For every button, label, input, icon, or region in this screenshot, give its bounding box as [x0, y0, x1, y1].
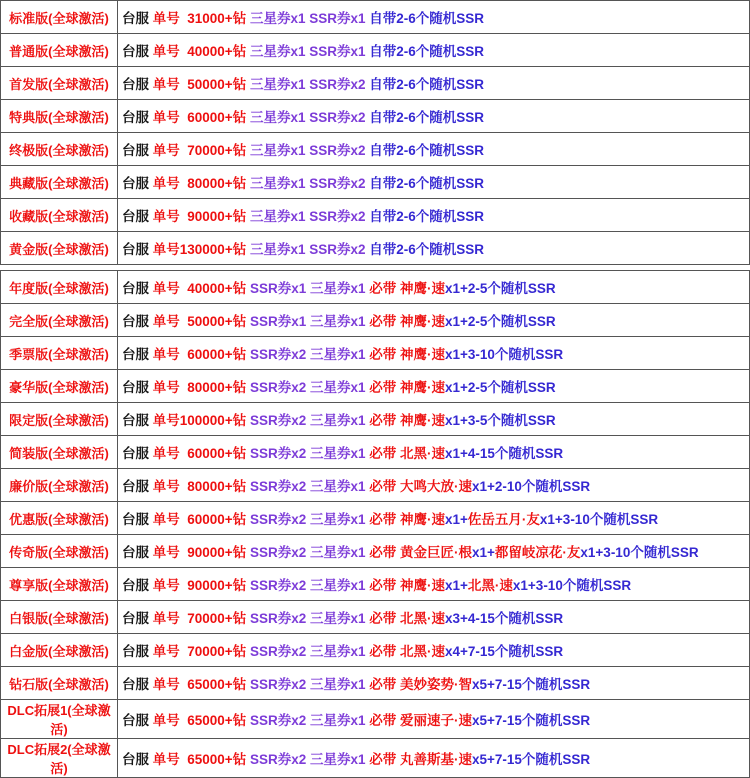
text-segment: 必带 美妙姿势·智 — [369, 677, 472, 692]
text-segment: 三星券x1 SSR券x2 — [249, 110, 370, 125]
text-segment: 台服 — [122, 242, 153, 257]
text-segment: 北黑·速 — [467, 578, 513, 593]
text-segment: 台服 — [122, 479, 153, 494]
edition-label: 白银版(全球激活) — [1, 601, 118, 634]
text-segment: x1+3-5个随机SSR — [445, 413, 556, 428]
text-segment: 台服 — [122, 578, 153, 593]
edition-label: 豪华版(全球激活) — [1, 370, 118, 403]
row-description — [118, 667, 750, 700]
text-segment: 三星券x1 SSR券x2 — [249, 77, 370, 92]
text-segment: 单号 70000+钻 — [152, 611, 250, 626]
text-segment: 自带2-6个随机SSR — [369, 209, 485, 224]
row-description — [118, 568, 750, 601]
text-segment: x1+3-10个随机SSR — [512, 578, 632, 593]
row-description — [118, 34, 750, 67]
text-segment: 单号 70000+钻 — [152, 143, 250, 158]
text-segment: 必带 神鹰·速 — [369, 578, 445, 593]
table-row — [1, 436, 750, 469]
price-table-body-2 — [1, 271, 750, 778]
text-segment: 单号 31000+钻 — [152, 11, 250, 26]
text-segment: SSR券x1 三星券x1 — [249, 281, 370, 296]
row-description — [118, 337, 750, 370]
text-segment: 必带 神鹰·速 — [369, 314, 445, 329]
text-segment: SSR券x2 三星券x1 — [249, 512, 370, 527]
text-segment: SSR券x2 三星券x1 — [249, 380, 370, 395]
edition-label: DLC拓展1(全球激活) — [1, 700, 118, 739]
text-segment: SSR券x2 三星券x1 — [249, 611, 370, 626]
edition-label: 典藏版(全球激活) — [1, 166, 118, 199]
price-table-group-2 — [0, 270, 750, 778]
price-table-body-1 — [1, 1, 750, 265]
text-segment: x1+3-10个随机SSR — [445, 347, 564, 362]
edition-label: 廉价版(全球激活) — [1, 469, 118, 502]
text-segment: 自带2-6个随机SSR — [369, 242, 485, 257]
edition-label: 尊享版(全球激活) — [1, 568, 118, 601]
text-segment: SSR券x2 三星券x1 — [249, 347, 370, 362]
edition-label: 终极版(全球激活) — [1, 133, 118, 166]
table-row — [1, 100, 750, 133]
table-row — [1, 634, 750, 667]
table-row — [1, 370, 750, 403]
text-segment: 自带2-6个随机SSR — [369, 77, 485, 92]
row-description — [118, 133, 750, 166]
edition-label: 钻石版(全球激活) — [1, 667, 118, 700]
text-segment: 三星券x1 SSR券x2 — [249, 176, 370, 191]
text-segment: 三星券x1 SSR券x1 — [249, 11, 370, 26]
row-description — [118, 100, 750, 133]
edition-label: 白金版(全球激活) — [1, 634, 118, 667]
text-segment: x1+2-10个随机SSR — [472, 479, 591, 494]
text-segment: x1+ — [445, 512, 468, 527]
text-segment: 单号 50000+钻 — [152, 77, 250, 92]
text-segment: SSR券x2 三星券x1 — [249, 413, 370, 428]
table-row — [1, 739, 750, 778]
row-description — [118, 1, 750, 34]
text-segment: SSR券x2 三星券x1 — [249, 479, 370, 494]
text-segment: 单号 40000+钻 — [152, 44, 250, 59]
table-row — [1, 535, 750, 568]
edition-label: 特典版(全球激活) — [1, 100, 118, 133]
edition-label: 标准版(全球激活) — [1, 1, 118, 34]
text-segment: x1+2-5个随机SSR — [445, 281, 556, 296]
text-segment: 台服 — [122, 380, 153, 395]
text-segment: 单号 50000+钻 — [152, 314, 250, 329]
text-segment: x5+7-15个随机SSR — [472, 713, 591, 728]
text-segment: 三星券x1 SSR券x2 — [249, 143, 370, 158]
text-segment: 台服 — [122, 347, 153, 362]
text-segment: x1+2-5个随机SSR — [445, 314, 556, 329]
row-description — [118, 271, 750, 304]
text-segment: 单号 60000+钻 — [152, 446, 250, 461]
text-segment: SSR券x2 三星券x1 — [249, 545, 370, 560]
row-description — [118, 469, 750, 502]
text-segment: 必带 北黑·速 — [369, 644, 445, 659]
text-segment: 台服 — [122, 752, 153, 767]
text-segment: x5+7-15个随机SSR — [472, 752, 591, 767]
edition-label: 普通版(全球激活) — [1, 34, 118, 67]
text-segment: 台服 — [122, 110, 153, 125]
text-segment: 单号 65000+钻 — [152, 677, 250, 692]
edition-label: 传奇版(全球激活) — [1, 535, 118, 568]
text-segment: 单号 80000+钻 — [152, 176, 250, 191]
edition-label: DLC拓展2(全球激活) — [1, 739, 118, 778]
edition-label: 季票版(全球激活) — [1, 337, 118, 370]
text-segment: 台服 — [122, 176, 153, 191]
text-segment: 单号 90000+钻 — [152, 545, 250, 560]
text-segment: 单号 60000+钻 — [152, 347, 250, 362]
text-segment: 台服 — [122, 512, 153, 527]
table-row — [1, 133, 750, 166]
table-row — [1, 304, 750, 337]
text-segment: 必带 神鹰·速 — [369, 281, 445, 296]
edition-label: 简装版(全球激活) — [1, 436, 118, 469]
text-segment: 台服 — [122, 143, 153, 158]
text-segment: 单号 90000+钻 — [152, 209, 250, 224]
table-row — [1, 271, 750, 304]
row-description — [118, 370, 750, 403]
text-segment: 单号 70000+钻 — [152, 644, 250, 659]
text-segment: 佐岳五月·友 — [467, 512, 540, 527]
edition-label: 限定版(全球激活) — [1, 403, 118, 436]
text-segment: 三星券x1 SSR券x2 — [249, 242, 370, 257]
text-segment: x1+2-5个随机SSR — [445, 380, 556, 395]
text-segment: SSR券x2 三星券x1 — [249, 446, 370, 461]
row-description — [118, 502, 750, 535]
text-segment: 台服 — [122, 11, 153, 26]
text-segment: 单号 65000+钻 — [152, 713, 250, 728]
text-segment: x4+7-15个随机SSR — [445, 644, 564, 659]
table-row — [1, 232, 750, 265]
table-row — [1, 568, 750, 601]
text-segment: 必带 爱丽速子·速 — [369, 713, 472, 728]
table-row — [1, 337, 750, 370]
edition-label: 年度版(全球激活) — [1, 271, 118, 304]
text-segment: 单号130000+钻 — [152, 242, 250, 257]
row-description — [118, 436, 750, 469]
text-segment: 必带 大鸣大放·速 — [369, 479, 472, 494]
table-row — [1, 166, 750, 199]
edition-label: 收藏版(全球激活) — [1, 199, 118, 232]
text-segment: x3+4-15个随机SSR — [445, 611, 564, 626]
text-segment: 台服 — [122, 545, 153, 560]
row-description — [118, 166, 750, 199]
text-segment: 单号 65000+钻 — [152, 752, 250, 767]
row-description — [118, 535, 750, 568]
text-segment: 必带 北黑·速 — [369, 446, 445, 461]
text-segment: 台服 — [122, 44, 153, 59]
text-segment: 自带2-6个随机SSR — [369, 143, 485, 158]
row-description — [118, 67, 750, 100]
text-segment: x1+4-15个随机SSR — [445, 446, 564, 461]
text-segment: SSR券x1 三星券x1 — [249, 314, 370, 329]
text-segment: 必带 黄金巨匠·根 — [369, 545, 472, 560]
row-description — [118, 700, 750, 739]
row-description — [118, 601, 750, 634]
text-segment: x1+3-10个随机SSR — [539, 512, 659, 527]
price-table-group-1 — [0, 0, 750, 265]
text-segment: 三星券x1 SSR券x2 — [249, 209, 370, 224]
text-segment: x1+3-10个随机SSR — [580, 545, 699, 560]
text-segment: SSR券x2 三星券x1 — [249, 713, 370, 728]
text-segment: x1+ — [445, 578, 468, 593]
text-segment: 台服 — [122, 713, 153, 728]
text-segment: 必带 神鹰·速 — [369, 413, 445, 428]
text-segment: 必带 神鹰·速 — [369, 512, 445, 527]
text-segment: 自带2-6个随机SSR — [369, 110, 485, 125]
table-row — [1, 469, 750, 502]
text-segment: 单号 60000+钻 — [152, 110, 250, 125]
edition-label: 完全版(全球激活) — [1, 304, 118, 337]
text-segment: x1+ — [472, 545, 495, 560]
row-description — [118, 634, 750, 667]
edition-label: 首发版(全球激活) — [1, 67, 118, 100]
text-segment: 台服 — [122, 446, 153, 461]
table-row — [1, 403, 750, 436]
text-segment: 三星券x1 SSR券x1 — [249, 44, 370, 59]
text-segment: 必带 神鹰·速 — [369, 380, 445, 395]
table-row — [1, 34, 750, 67]
text-segment: 都留岐凉花·友 — [494, 545, 581, 560]
text-segment: 单号 40000+钻 — [152, 281, 250, 296]
text-segment: 台服 — [122, 209, 153, 224]
text-segment: 必带 北黑·速 — [369, 611, 445, 626]
text-segment: 自带2-6个随机SSR — [369, 44, 485, 59]
text-segment: 自带2-6个随机SSR — [369, 176, 485, 191]
text-segment: 台服 — [122, 77, 153, 92]
text-segment: 单号 80000+钻 — [152, 479, 250, 494]
text-segment: 自带2-6个随机SSR — [369, 11, 485, 26]
text-segment: x5+7-15个随机SSR — [472, 677, 591, 692]
text-segment: 单号100000+钻 — [152, 413, 250, 428]
row-description — [118, 232, 750, 265]
text-segment: 必带 丸善斯基·速 — [369, 752, 472, 767]
table-row — [1, 667, 750, 700]
text-segment: 必带 神鹰·速 — [369, 347, 445, 362]
text-segment: 单号 90000+钻 — [152, 578, 250, 593]
row-description — [118, 304, 750, 337]
table-row — [1, 601, 750, 634]
row-description — [118, 403, 750, 436]
text-segment: 台服 — [122, 413, 153, 428]
text-segment: 台服 — [122, 281, 153, 296]
table-row — [1, 67, 750, 100]
table-row — [1, 199, 750, 232]
text-segment: SSR券x2 三星券x1 — [249, 677, 370, 692]
edition-label: 黄金版(全球激活) — [1, 232, 118, 265]
text-segment: SSR券x2 三星券x1 — [249, 752, 370, 767]
table-row — [1, 700, 750, 739]
text-segment: 台服 — [122, 644, 153, 659]
table-row — [1, 1, 750, 34]
edition-label: 优惠版(全球激活) — [1, 502, 118, 535]
text-segment: SSR券x2 三星券x1 — [249, 644, 370, 659]
row-description — [118, 199, 750, 232]
text-segment: SSR券x2 三星券x1 — [249, 578, 370, 593]
text-segment: 单号 80000+钻 — [152, 380, 250, 395]
text-segment: 台服 — [122, 677, 153, 692]
text-segment: 台服 — [122, 314, 153, 329]
table-row — [1, 502, 750, 535]
text-segment: 单号 60000+钻 — [152, 512, 250, 527]
row-description — [118, 739, 750, 778]
text-segment: 台服 — [122, 611, 153, 626]
